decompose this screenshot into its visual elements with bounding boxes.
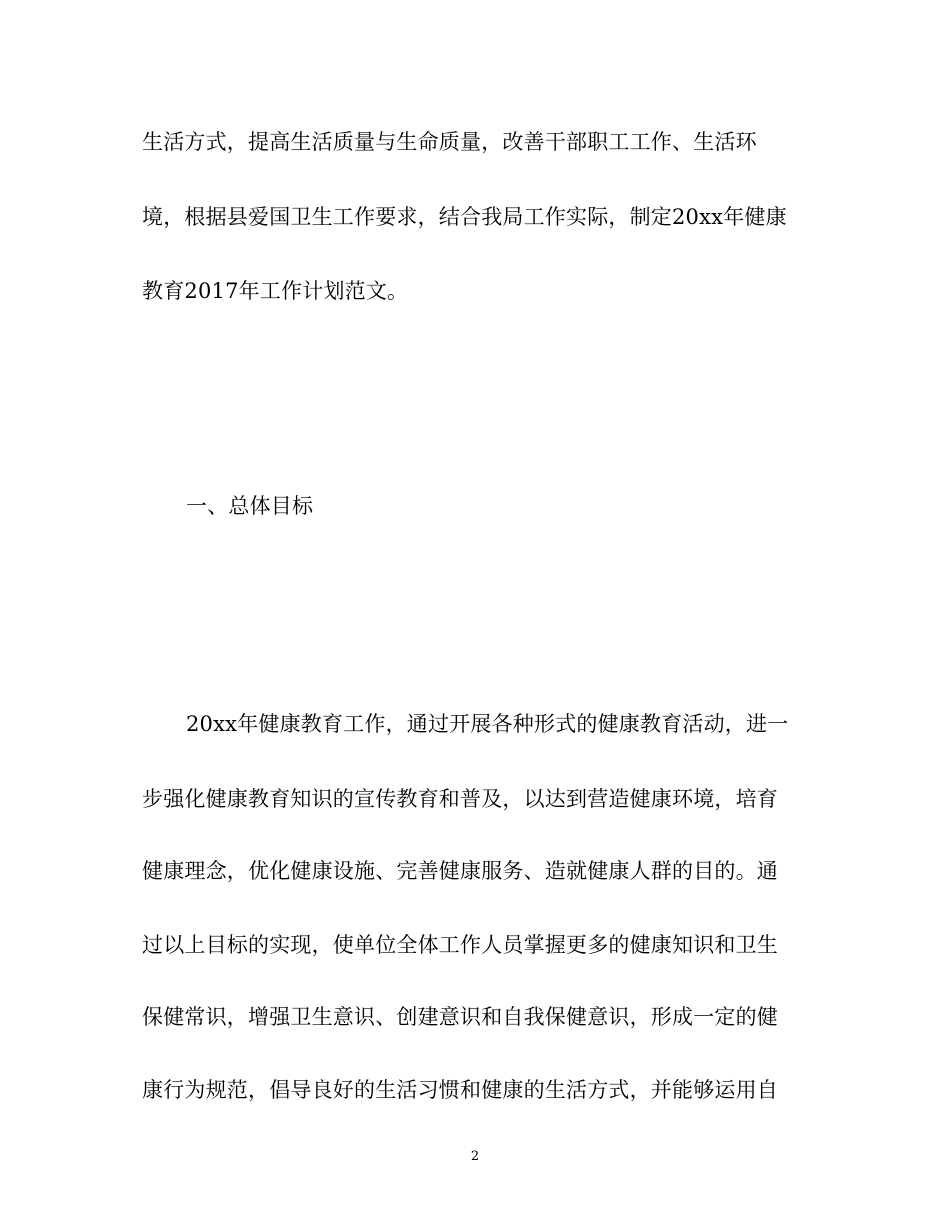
paragraph-line: 健康理念，优化健康设施、完善健康服务、造就健康人群的目的。通 (142, 859, 778, 883)
paragraph-line: 过以上目标的实现，使单位全体工作人员掌握更多的健康知识和卫生 (142, 933, 778, 957)
paragraph-line: 教育2017年工作计划范文。 (142, 279, 409, 303)
paragraph-line: 20xx年健康教育工作，通过开展各种形式的健康教育活动，进一 (186, 712, 789, 736)
paragraph-line: 康行为规范，倡导良好的生活习惯和健康的生活方式，并能够运用自 (142, 1078, 778, 1102)
paragraph-line: 生活方式，提高生活质量与生命质量，改善干部职工工作、生活环 (142, 130, 757, 154)
section-heading: 一、总体目标 (186, 494, 314, 518)
page-number: 2 (470, 1149, 480, 1164)
paragraph-line: 步强化健康教育知识的宣传教育和普及，以达到营造健康环境，培育 (142, 787, 778, 811)
paragraph-line: 保健常识，增强卫生意识、创建意识和自我保健意识，形成一定的健 (142, 1005, 778, 1029)
paragraph-line: 境，根据县爱国卫生工作要求，结合我局工作实际，制定20xx年健康 (142, 205, 787, 229)
